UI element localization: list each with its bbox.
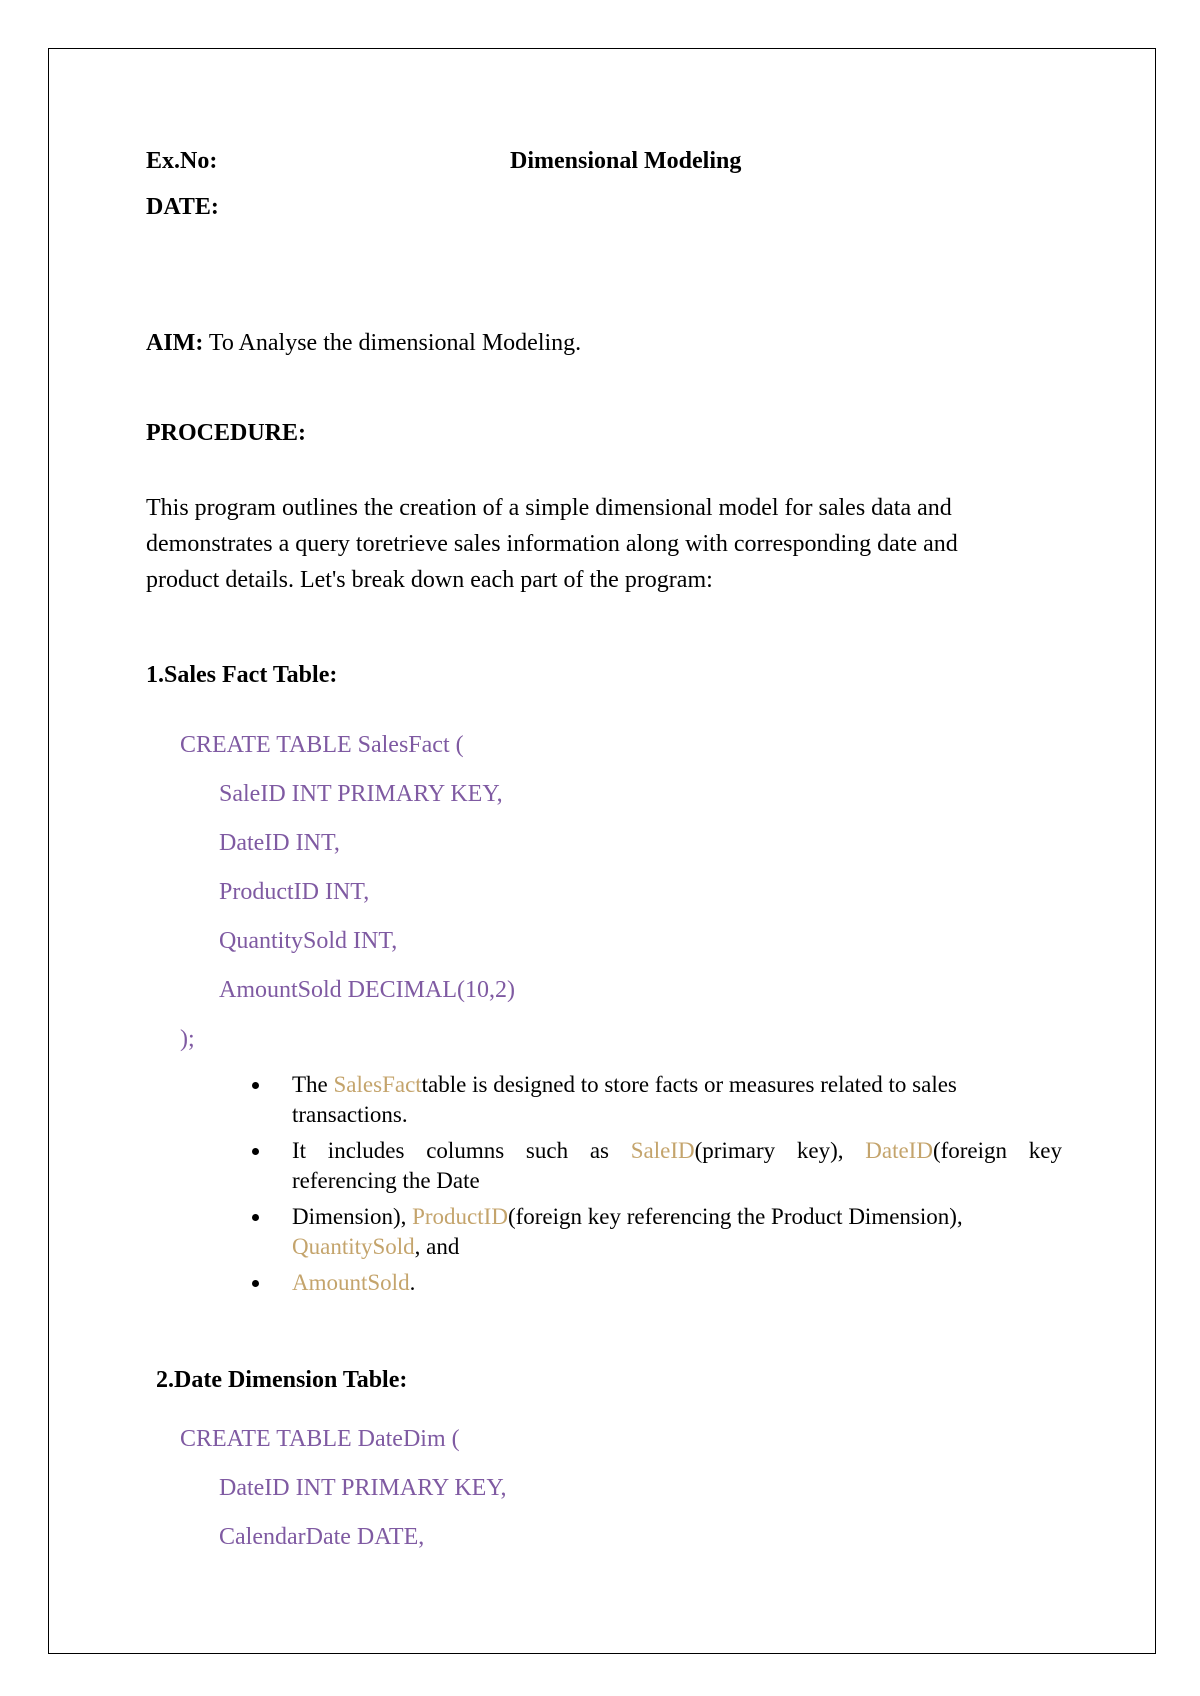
bullet-icon <box>252 1280 259 1287</box>
list-item <box>252 1268 1062 1298</box>
sales-fact-bullets <box>252 1070 1062 1304</box>
highlight-term: SalesFact <box>333 1072 422 1097</box>
code-line: ); <box>180 1026 195 1052</box>
bullet-text: table is designed to store facts or measures related to sales <box>421 1072 957 1097</box>
code-line: CREATE TABLE DateDim ( <box>180 1426 460 1452</box>
bullet-line <box>292 1136 1062 1166</box>
bullet-text: . <box>409 1270 416 1295</box>
intro-line: This program outlines the creation of a simple dimensional model for sales data and <box>146 495 952 521</box>
aim-label: AIM: <box>146 330 204 356</box>
intro-line: product details. Let's break down each part of the program: <box>146 567 713 593</box>
bullet-line <box>292 1202 1062 1232</box>
bullet-text: (foreign key <box>932 1138 1062 1163</box>
code-line: DateID INT PRIMARY KEY, <box>219 1475 507 1501</box>
bullet-text: (primary key), <box>694 1138 866 1163</box>
intro-line: demonstrates a query toretrieve sales information along with corresponding date and <box>146 531 958 557</box>
code-line: SaleID INT PRIMARY KEY, <box>219 781 503 807</box>
highlight-term: ProductID <box>412 1204 508 1229</box>
bullet-icon <box>252 1148 259 1155</box>
bullet-line: transactions. <box>292 1102 408 1127</box>
code-line: DateID INT, <box>219 830 340 856</box>
bullet-line <box>292 1070 1062 1100</box>
bullet-text: , and <box>414 1234 460 1259</box>
bullet-text: (foreign key referencing the Product Dimension), <box>507 1204 963 1229</box>
procedure-intro <box>146 490 1076 598</box>
bullet-icon <box>252 1214 259 1221</box>
bullet-line: referencing the Date <box>292 1168 480 1193</box>
date-label: DATE: <box>146 194 219 220</box>
highlight-term: AmountSold <box>292 1270 410 1295</box>
bullet-icon <box>252 1082 259 1089</box>
highlight-term: QuantitySold <box>292 1234 415 1259</box>
code-line: QuantitySold INT, <box>219 928 398 954</box>
page-title: Dimensional Modeling <box>510 148 742 174</box>
bullet-line <box>292 1232 1062 1262</box>
section-heading-date-dimension: 2.Date Dimension Table: <box>156 1367 408 1393</box>
page-border <box>48 48 1156 1654</box>
bullet-text: The <box>292 1072 334 1097</box>
list-item <box>252 1136 1062 1196</box>
bullet-text: Dimension), <box>292 1204 413 1229</box>
bullet-line <box>292 1268 1062 1298</box>
code-line: AmountSold DECIMAL(10,2) <box>219 977 515 1003</box>
aim-line <box>146 330 581 357</box>
code-line: CREATE TABLE SalesFact ( <box>180 732 464 758</box>
highlight-term: DateID <box>865 1138 933 1163</box>
code-line: ProductID INT, <box>219 879 370 905</box>
code-line: CalendarDate DATE, <box>219 1524 425 1550</box>
list-item <box>252 1202 1062 1262</box>
highlight-term: SaleID <box>630 1138 695 1163</box>
section-heading-sales-fact: 1.Sales Fact Table: <box>146 662 338 688</box>
bullet-text: It includes columns such as <box>292 1138 631 1163</box>
exno-label: Ex.No: <box>146 148 218 174</box>
list-item <box>252 1070 1062 1130</box>
aim-text: To Analyse the dimensional Modeling. <box>203 330 582 356</box>
procedure-heading: PROCEDURE: <box>146 420 306 446</box>
